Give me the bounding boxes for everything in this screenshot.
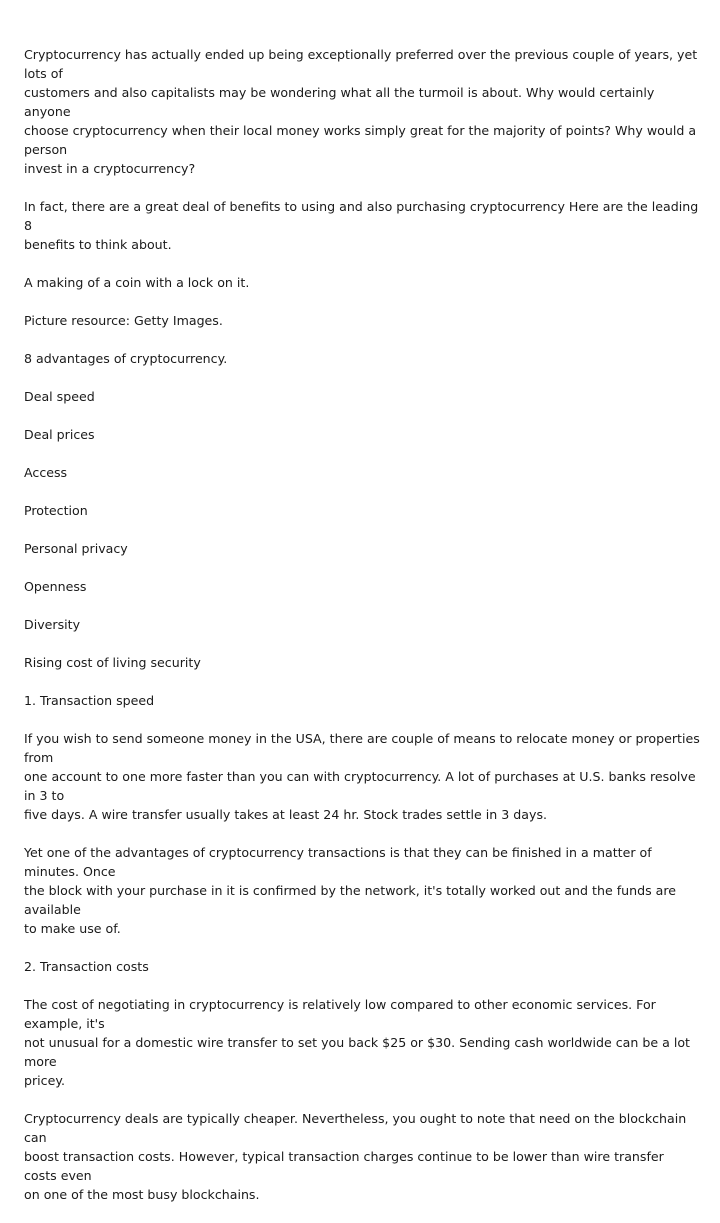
- body-paragraph: Cryptocurrency deals are typically cheaper. Nevertheless, you ought to note that need on the blockchain can boost transaction costs. However, typical transaction charges continue to be lower than wire transfer costs even on one of the most busy blockchains.: [24, 1111, 687, 1202]
- list-item: Openness: [24, 579, 87, 594]
- section-heading: 2. Transaction costs: [24, 959, 149, 974]
- intro-paragraph: Cryptocurrency has actually ended up being exceptionally preferred over the previous couple of years, yet lots of customers and also capitalists may be wondering what all the turmoil is about. Why would certainly anyone choose cryptocurrency when their local money works simply great for the majority of points? Why would a person invest in a cryptocurrency?: [24, 47, 698, 176]
- list-heading: 8 advantages of cryptocurrency.: [24, 351, 228, 366]
- list-item: Protection: [24, 503, 88, 518]
- list-item: Diversity: [24, 617, 81, 632]
- image-credit: Picture resource: Getty Images.: [24, 313, 223, 328]
- benefits-intro-paragraph: In fact, there are a great deal of benefits to using and also purchasing cryptocurrency Here are the leading 8 benefits to think about.: [24, 199, 699, 252]
- body-paragraph: Yet one of the advantages of cryptocurrency transactions is that they can be finished in a matter of minutes. Once the block with your purchase in it is confirmed by the network, it's totally worked out and the funds are available to make use of.: [24, 845, 677, 936]
- list-item: Rising cost of living security: [24, 655, 201, 670]
- list-item: Deal speed: [24, 389, 95, 404]
- section-heading: 1. Transaction speed: [24, 693, 155, 708]
- body-paragraph: If you wish to send someone money in the USA, there are couple of means to relocate money or properties from one account to one more faster than you can with cryptocurrency. A lot of purchases at U.S. banks resolve in 3 to five days. A wire transfer usually takes at least 24 hr. Stock trades settle in 3 days.: [24, 731, 700, 822]
- document-body: [24, 45, 700, 1223]
- image-caption: A making of a coin with a lock on it.: [24, 275, 250, 290]
- list-item: Access: [24, 465, 68, 480]
- list-item: Deal prices: [24, 427, 95, 442]
- list-item: Personal privacy: [24, 541, 128, 556]
- body-paragraph: The cost of negotiating in cryptocurrency is relatively low compared to other economic services. For example, it's not unusual for a domestic wire transfer to set you back $25 or $30. Sending cash worldwide can be a lot more pricey.: [24, 997, 690, 1088]
